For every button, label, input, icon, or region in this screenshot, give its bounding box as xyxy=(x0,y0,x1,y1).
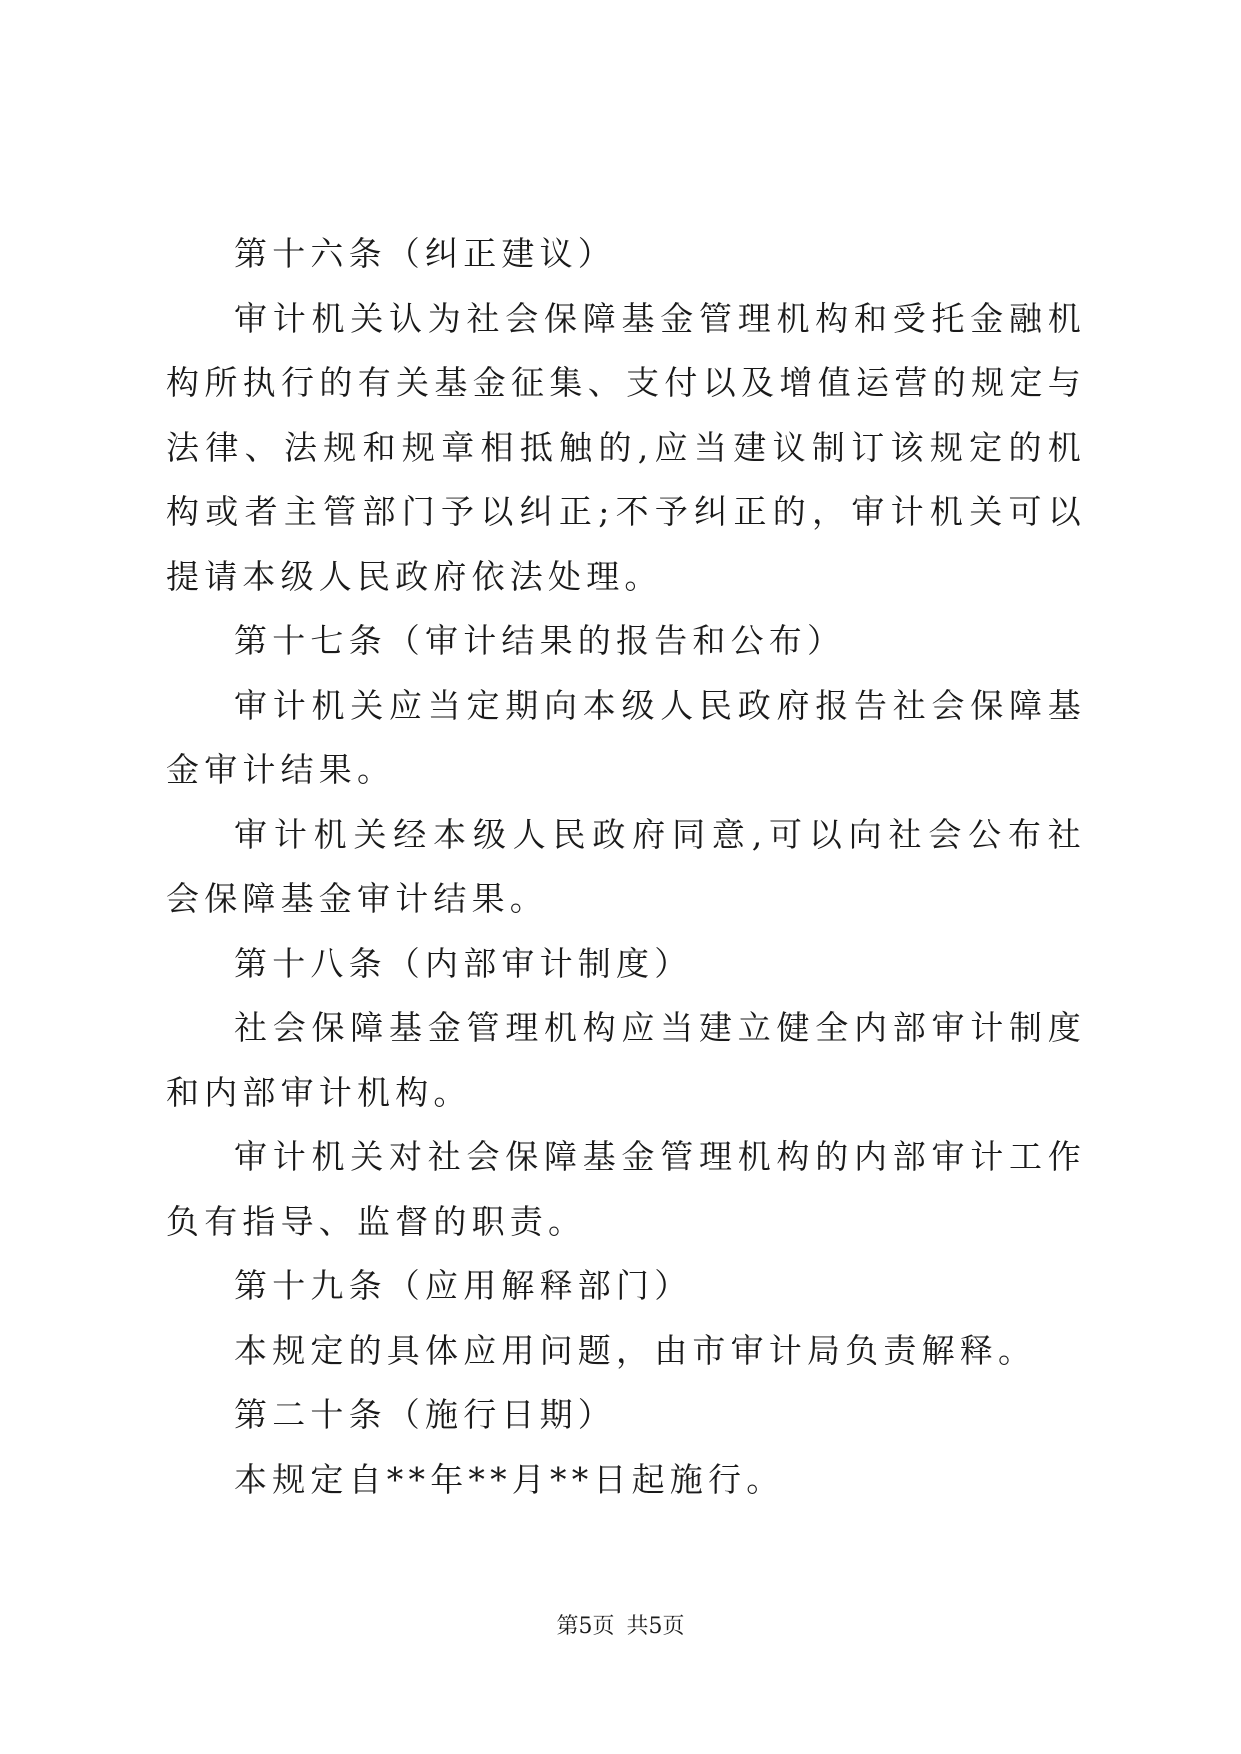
page-number-current: 第5页 xyxy=(556,1614,615,1639)
article-20-text: 本规定自**年**月**日起施行。 xyxy=(234,1459,785,1499)
article-18-heading: 第十八条（内部审计制度） xyxy=(234,943,693,983)
article-17-text-2: 审计机关经本级人民政府同意,可以向社会公布社会保障基金审计结果。 xyxy=(166,814,1086,918)
article-19-text: 本规定的具体应用问题，由市审计局负责解释。 xyxy=(234,1330,1037,1370)
article-18-text-1: 社会保障基金管理机构应当建立健全内部审计制度和内部审计机构。 xyxy=(166,1008,1086,1112)
article-18-text-2: 审计机关对社会保障基金管理机构的内部审计工作负有指导、监督的职责。 xyxy=(166,1137,1086,1241)
article-17-heading: 第十七条（审计结果的报告和公布） xyxy=(234,621,846,660)
page-footer xyxy=(0,1609,1241,1640)
article-17-text-1: 审计机关应当定期向本级人民政府报告社会保障基金审计结果。 xyxy=(166,685,1086,789)
article-16-text: 审计机关认为社会保障基金管理机构和受托金融机构所执行的有关基金征集、支付以及增值运营的规定与法律、法规和规章相抵触的,应当建议制订该规定的机构或者主管部门予以纠正;不予纠正的，审计机关可以提请本级人民政府依法处理。 xyxy=(166,298,1086,596)
page-number-total: 共5页 xyxy=(626,1614,685,1639)
article-20-heading: 第二十条（施行日期） xyxy=(234,1395,616,1434)
article-16-heading: 第十六条（纠正建议） xyxy=(234,234,616,273)
document-body xyxy=(166,222,1086,1512)
article-19-heading: 第十九条（应用解释部门） xyxy=(234,1266,693,1305)
